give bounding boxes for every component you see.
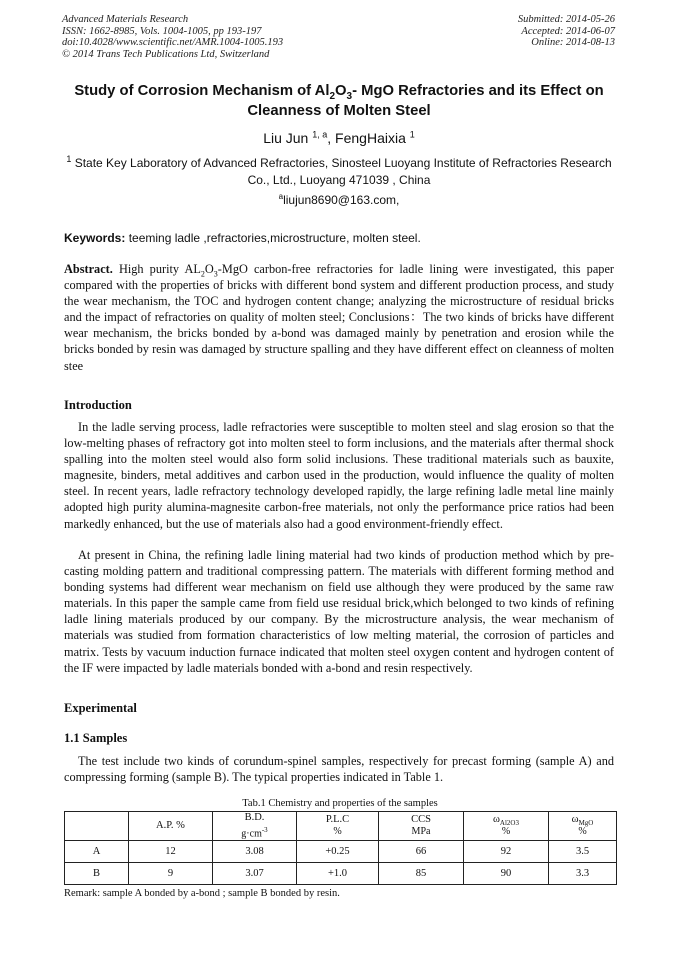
- table-cell: +1.0: [297, 863, 379, 885]
- table-cell: A: [65, 841, 129, 863]
- table-cell: 90: [464, 863, 549, 885]
- table-caption: Tab.1 Chemistry and properties of the samples: [242, 798, 438, 809]
- journal-name: Advanced Materials Research: [62, 14, 189, 25]
- submission-dates: [518, 14, 615, 49]
- issn-line: ISSN: 1662-8985, Vols. 1004-1005, pp 193-197: [62, 25, 262, 37]
- author-line: Liu Jun $^{1, a}$, FengHaixia $^1$: [263, 129, 415, 146]
- journal-info: [62, 14, 283, 60]
- table-cell: B: [65, 863, 129, 885]
- doi-line: doi:10.4028/www.scientific.net/AMR.1004-1005.193: [62, 37, 284, 49]
- accepted-date: Accepted: 2014-06-07: [521, 25, 615, 37]
- table-header-cell: P.L.C %: [297, 812, 379, 841]
- table-remark: Remark: sample A bonded by a-bond ; sample B bonded by resin.: [64, 888, 340, 900]
- section-heading-experimental: Experimental: [64, 701, 137, 715]
- table-cell: 3.5: [549, 841, 617, 863]
- data-table: [64, 811, 617, 885]
- copyright-line: © 2014 Trans Tech Publications Ltd, Switzerland: [62, 48, 270, 60]
- table-header-cell: $\omega_{Al2O3}$ %: [464, 812, 549, 841]
- table-header-cell: B.D. $g\cdot cm^{-3}$: [213, 812, 297, 841]
- table-header-cell: CCS MPa: [379, 812, 464, 841]
- subsection-heading-samples: 1.1 Samples: [64, 731, 128, 745]
- affiliation: $^1$ State Key Laboratory of Advanced Refractories, Sinosteel Luoyang Institute of Refractories Research Co., Ltd., Luoyang 471039 , China: [66, 154, 612, 187]
- table-cell: 3.07: [213, 863, 297, 885]
- author-name: FengHaixia: [335, 130, 406, 146]
- author-name: Liu Jun: [263, 130, 309, 146]
- table-cell: 85: [379, 863, 464, 885]
- author-email: $^a$liujun8690@163.com,: [278, 192, 400, 207]
- table-cell: 66: [379, 841, 464, 863]
- paragraph: At present in China, the refining ladle lining material had two kinds of production method which by pre-casting molding pattern and traditional compressing pattern. The materials with different forming method and bonding systems had different wear mechanism on field use although they were produced by the same raw materials. In this paper the sample came from field use residual brick,which belonged to two kinds of refining ladle lining materials produced by our company. By the microstructure analysis, the wear mechanism of materials was studied from formation characteristics of low melting material, the corrosion of particles and matrix. Tests by vacuum induction furnace indicated that molten steel oxygen content and hydrogen content of the IF were impacted by ladle materials bonded with a-bond and resin respectively.: [64, 548, 614, 675]
- abstract-label: Abstract.: [64, 262, 113, 276]
- section-heading-introduction: Introduction: [64, 398, 132, 412]
- paper-title: Study of Corrosion Mechanism of $Al_2O_3-$ MgO Refractories and its Effect on Cleanness of Molten Steel: [74, 83, 604, 119]
- table-cell: +0.25: [297, 841, 379, 863]
- table-cell: 3.08: [213, 841, 297, 863]
- online-date: Online: 2014-08-13: [531, 37, 615, 49]
- table-row: [65, 863, 617, 885]
- abstract: Abstract. High purity $AL_2O_3$-MgO carbon-free refractories for ladle lining were investigated, this paper compared with the properties of bricks with different bond system and different production process, and study the wear mechanism, the TOC and hydrogen content change; analyzing the microstructure of residual bricks and the impact of refractories on quality of molten steel; Conclusions：The two kinds of bricks have different wear mechanism, the bricks bonded by a-bond was damaged mainly by penetration and erosion while the bricks bonded by resin was damaged by structure spalling and they have different effect on cleanness of molten stee: [64, 262, 614, 373]
- table-cell: 3.3: [549, 863, 617, 885]
- table-cell: 92: [464, 841, 549, 863]
- table-row: [65, 841, 617, 863]
- keywords: Keywords: teeming ladle ,refractories,microstructure, molten steel.: [64, 231, 421, 245]
- table-cell: 9: [129, 863, 213, 885]
- properties-table: [64, 798, 616, 900]
- table-header-cell: A.P. %: [129, 812, 213, 841]
- paragraph: In the ladle serving process, ladle refractories were susceptible to molten steel and slag erosion so that the low-melting phases of refractory got into molten steel to form inclusions, and the materials after thermal shock spalling into the molten steel would also form solid inclusions. These traditional materials such as bauxite, magnesite, binders, metal additives and carbon used in the production, would influence the quality of molten steel. In recent years, ladle refractory technology developed rapidly, the large refining ladle metal line mainly adopted high purity alumina-magnesite carbon-free materials, not only the performance price ratios had been markedly enhanced, but the use of materials also had a good environment-friendly effect.: [64, 420, 614, 531]
- keywords-label: Keywords:: [64, 231, 126, 245]
- table-header-cell: [65, 812, 129, 841]
- submitted-date: Submitted: 2014-05-26: [517, 14, 615, 25]
- table-header-cell: $\omega_{MgO}$ %: [549, 812, 617, 841]
- paragraph: The test include two kinds of corundum-spinel samples, respectively for precast forming (sample A) and compressing forming (sample B). The typical properties indicated in Table 1.: [64, 754, 614, 785]
- table-cell: 12: [129, 841, 213, 863]
- table-header-row: [65, 812, 617, 841]
